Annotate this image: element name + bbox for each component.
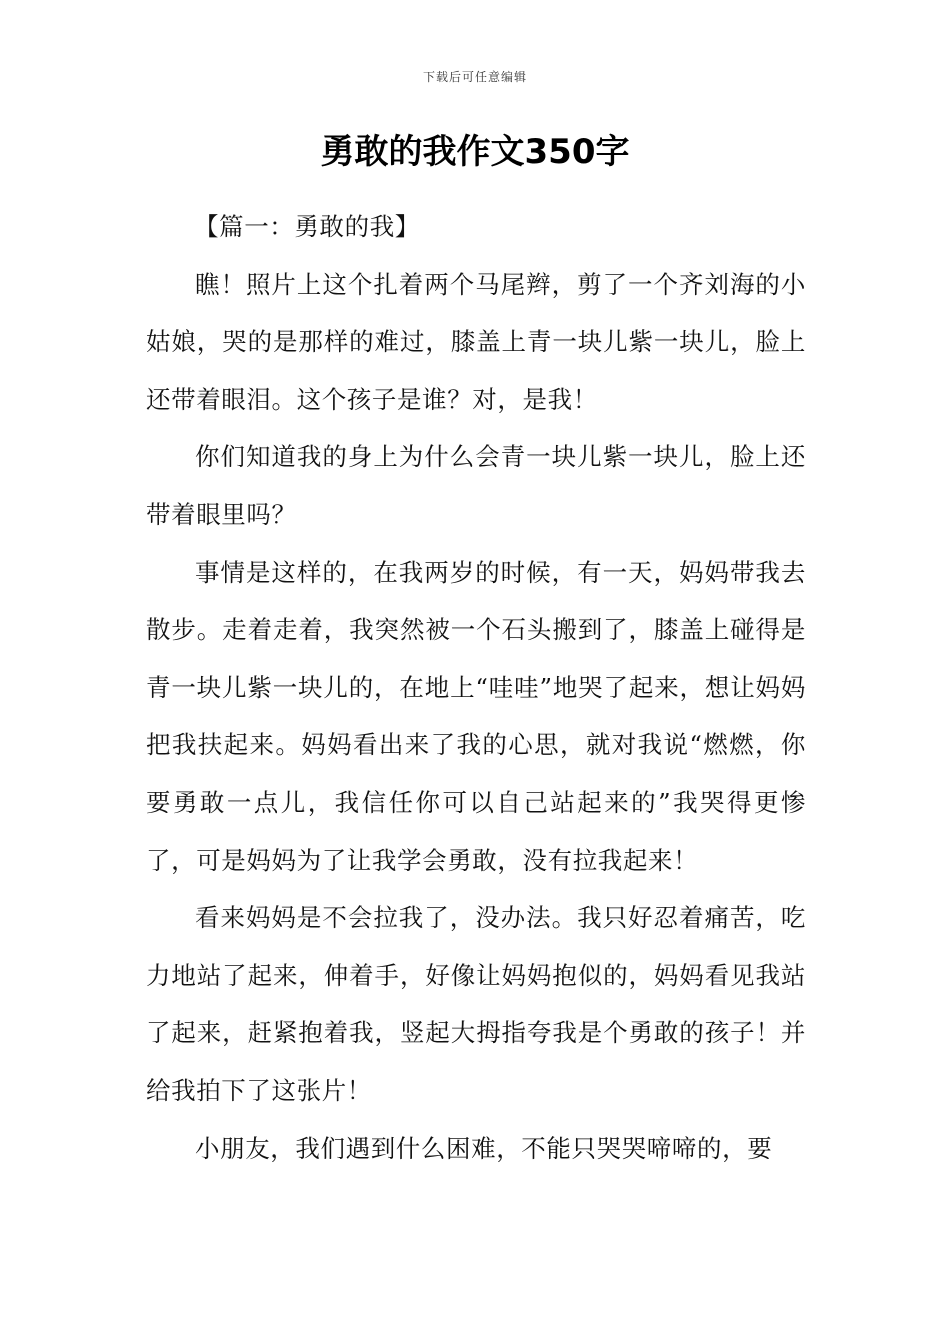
section-label: 【篇一：勇敢的我】 [194, 212, 420, 241]
paragraph-4: 看来妈妈是不会拉我了，没办法。我只好忍着痛苦，吃力地站了起来，伸着手，好像让妈妈抱似的，妈妈看见我站了起来，赶紧抱着我，竖起大拇指夸我是个勇敢的孩子！并给我拍下了这张片！ [146, 903, 806, 1105]
paragraph-1: 瞧！照片上这个扎着两个马尾辫，剪了一个齐刘海的小姑娘，哭的是那样的难过，膝盖上青一块儿紫一块儿，脸上还带着眼泪。这个孩子是谁？对，是我！ [146, 269, 806, 414]
header-note: 下载后可任意编辑 [422, 70, 527, 84]
paragraph-5: 小朋友，我们遇到什么困难，不能只哭哭啼啼的，要 [195, 1133, 773, 1163]
document-body [146, 198, 806, 1177]
paragraph-3: 事情是这样的，在我两岁的时候，有一天，妈妈带我去散步。走着走着，我突然被一个石头搬到了，膝盖上碰得是青一块儿紫一块儿的，在地上“哇哇”地哭了起来，想让妈妈把我扶起来。妈妈看出来了我的心思，就对我说“燃燃，你要勇敢一点儿，我信任你可以自己站起来的”我哭得更惨了，可是妈妈为了让我学会勇敢，没有拉我起来！ [146, 557, 806, 875]
document-title: 勇敢的我作文350字 [320, 132, 630, 172]
paragraph-2: 你们知道我的身上为什么会青一块儿紫一块儿，脸上还带着眼里吗？ [146, 442, 806, 529]
